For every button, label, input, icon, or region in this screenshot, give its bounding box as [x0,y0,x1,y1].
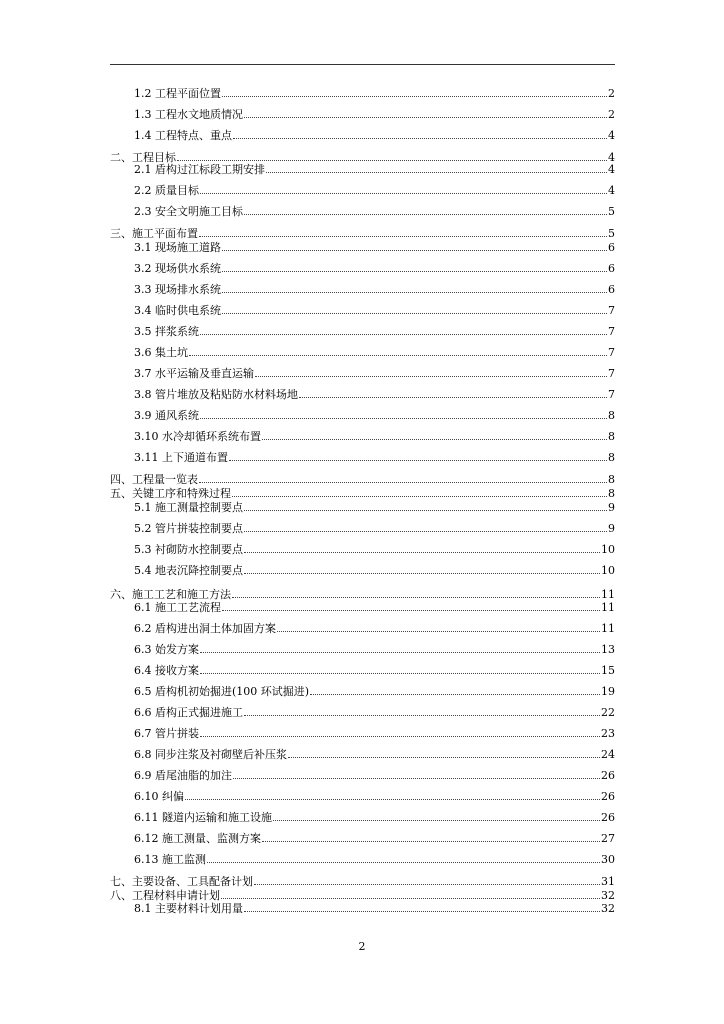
toc-entry-label: 6.10 纠偏 [134,790,184,803]
toc-leader-dots [200,418,607,419]
toc-entry[interactable] [134,663,615,677]
toc-entry-page: 32 [601,889,615,902]
toc-entry-page: 11 [601,588,615,601]
toc-entry[interactable] [110,587,615,601]
toc-entry[interactable] [134,366,615,380]
toc-entry-page: 4 [608,129,615,142]
toc-leader-dots [200,193,607,194]
toc-entry-page: 8 [608,473,615,486]
toc-entry-label: 1.2 工程平面位置 [134,87,221,100]
toc-entry-page: 11 [601,622,615,635]
toc-entry-page: 15 [601,664,615,677]
page-number: 2 [358,940,366,953]
toc-leader-dots [200,652,600,653]
toc-leader-dots [189,355,607,356]
toc-leader-dots [222,610,600,611]
toc-entry[interactable] [134,542,615,556]
toc-entry-label: 1.4 工程特点、重点 [134,129,232,142]
toc-leader-dots [244,715,600,716]
toc-entry-label: 5.2 管片拼装控制要点 [134,522,243,535]
toc-entry-label: 6.9 盾尾油脂的加注 [134,769,232,782]
toc-entry[interactable] [134,128,615,142]
toc-entry[interactable] [134,768,615,782]
toc-entry[interactable] [110,888,615,902]
toc-leader-dots [262,439,607,440]
toc-entry-page: 7 [608,388,615,401]
toc-entry-page: 31 [601,875,615,888]
toc-entry[interactable] [134,162,615,176]
toc-entry[interactable] [134,563,615,577]
toc-entry[interactable] [134,282,615,296]
toc-entry-label: 6.2 盾构进出洞土体加固方案 [134,622,276,635]
toc-entry-page: 4 [608,151,615,164]
toc-entry-label: 七、主要设备、工具配备计划 [110,875,253,888]
toc-entry[interactable] [110,472,615,486]
toc-leader-dots [244,214,607,215]
toc-entry-label: 8.1 主要材料计划用量 [134,902,243,915]
toc-leader-dots [244,510,607,511]
toc-entry-page: 23 [601,727,615,740]
toc-leader-dots [222,313,607,314]
toc-entry-page: 19 [601,685,615,698]
toc-entry-page: 7 [608,304,615,317]
toc-entry[interactable] [134,621,615,635]
toc-leader-dots [177,160,607,161]
toc-leader-dots [200,673,600,674]
toc-entry-page: 26 [601,790,615,803]
toc-entry[interactable] [134,642,615,656]
toc-entry-page: 11 [601,601,615,614]
toc-leader-dots [222,250,607,251]
toc-entry-label: 八、工程材料申请计划 [110,889,220,902]
toc-entry-page: 32 [601,902,615,915]
toc-leader-dots [277,631,600,632]
toc-entry[interactable] [134,852,615,866]
toc-leader-dots [266,172,607,173]
toc-entry-page: 30 [601,853,615,866]
toc-leader-dots [185,799,600,800]
toc-entry-page: 9 [608,522,615,535]
toc-entry[interactable] [134,204,615,218]
toc-leader-dots [199,482,607,483]
toc-entry-page: 26 [601,769,615,782]
toc-leader-dots [222,96,607,97]
toc-entry-label: 四、工程量一览表 [110,473,198,486]
toc-entry[interactable] [134,107,615,121]
toc-entry-label: 5.1 施工测量控制要点 [134,501,243,514]
toc-entry-label: 6.13 施工监测 [134,853,206,866]
toc-entry-page: 6 [608,262,615,275]
toc-entry-label: 3.8 管片堆放及粘贴防水材料场地 [134,388,298,401]
toc-entry-page: 5 [608,227,615,240]
toc-entry[interactable] [134,831,615,845]
toc-entry-page: 26 [601,811,615,824]
toc-entry-page: 13 [601,643,615,656]
toc-entry-page: 22 [601,706,615,719]
toc-entry[interactable] [134,684,615,698]
toc-leader-dots [244,117,607,118]
toc-leader-dots [221,898,600,899]
toc-leader-dots [232,496,607,497]
toc-entry-label: 6.7 管片拼装 [134,727,199,740]
toc-leader-dots [222,271,607,272]
toc-entry-label: 3.7 水平运输及垂直运输 [134,367,254,380]
toc-entry[interactable] [134,500,615,514]
toc-leader-dots [244,911,600,912]
toc-leader-dots [254,884,600,885]
toc-entry-label: 3.2 现场供水系统 [134,262,221,275]
toc-entry[interactable] [134,183,615,197]
toc-entry[interactable] [134,345,615,359]
toc-entry-label: 3.5 拌浆系统 [134,325,199,338]
toc-leader-dots [244,552,600,553]
toc-entry[interactable] [134,86,615,100]
toc-entry-label: 6.4 接收方案 [134,664,199,677]
toc-entry-page: 2 [608,108,615,121]
toc-entry-label: 3.11 上下通道布置 [134,451,228,464]
toc-entry[interactable] [134,726,615,740]
toc-entry-page: 8 [608,430,615,443]
toc-entry[interactable] [110,874,615,888]
toc-entry[interactable] [110,226,615,240]
toc-leader-dots [200,334,607,335]
toc-leader-dots [255,376,607,377]
toc-entry-label: 3.10 水冷却循环系统布置 [134,430,261,443]
toc-entry-label: 二、工程目标 [110,151,176,164]
toc-entry-page: 6 [608,283,615,296]
toc-leader-dots [229,460,607,461]
toc-leader-dots [232,597,600,598]
toc-entry-label: 3.9 通风系统 [134,409,199,422]
toc-entry-page: 10 [601,564,615,577]
toc-entry[interactable] [134,747,615,761]
toc-entry-label: 6.8 同步注浆及衬砌壁后补压浆 [134,748,287,761]
toc-leader-dots [273,820,600,821]
toc-entry-label: 2.3 安全文明施工目标 [134,205,243,218]
toc-entry[interactable] [134,408,615,422]
toc-entry-label: 6.3 始发方案 [134,643,199,656]
toc-entry[interactable] [134,429,615,443]
toc-leader-dots [310,694,600,695]
toc-entry-page: 8 [608,409,615,422]
toc-entry[interactable] [110,486,615,500]
toc-entry-label: 1.3 工程水文地质情况 [134,108,243,121]
toc-entry-label: 6.1 施工工艺流程 [134,601,221,614]
toc-leader-dots [299,397,607,398]
toc-entry-page: 4 [608,184,615,197]
toc-leader-dots [233,138,607,139]
toc-entry-label: 6.11 隧道内运输和施工设施 [134,811,272,824]
toc-entry-label: 3.6 集土坑 [134,346,188,359]
toc-entry-label: 6.6 盾构正式掘进施工 [134,706,243,719]
toc-entry-page: 7 [608,367,615,380]
toc-entry-page: 8 [608,487,615,500]
toc-entry[interactable] [134,521,615,535]
toc-entry-label: 五、关键工序和特殊过程 [110,487,231,500]
toc-leader-dots [222,292,607,293]
toc-leader-dots [207,862,600,863]
toc-leader-dots [244,531,607,532]
toc-entry-label: 5.3 衬砌防水控制要点 [134,543,243,556]
toc-entry[interactable] [134,324,615,338]
toc-entry-label: 六、施工工艺和施工方法 [110,588,231,601]
toc-entry-label: 2.1 盾构过江标段工期安排 [134,163,265,176]
toc-entry-label: 三、施工平面布置 [110,227,198,240]
toc-leader-dots [199,236,607,237]
toc-leader-dots [233,778,600,779]
toc-entry[interactable] [134,261,615,275]
toc-entry-page: 2 [608,87,615,100]
toc-entry-page: 5 [608,205,615,218]
toc-entry-label: 3.3 现场排水系统 [134,283,221,296]
toc-entry[interactable] [134,240,615,254]
toc-entry[interactable] [134,705,615,719]
toc-entry[interactable] [134,901,615,915]
toc-leader-dots [262,841,600,842]
toc-entry[interactable] [134,789,615,803]
toc-entry-label: 6.5 盾构机初始掘进(100 环试掘进) [134,685,310,698]
toc-leader-dots [244,573,600,574]
toc-entry[interactable] [134,387,615,401]
toc-entry[interactable] [134,450,615,464]
toc-entry-page: 9 [608,501,615,514]
toc-entry-page: 4 [608,163,615,176]
toc-entry-page: 10 [601,543,615,556]
toc-entry[interactable] [134,303,615,317]
toc-entry-page: 8 [608,451,615,464]
toc-entry[interactable] [134,810,615,824]
toc-entry-page: 6 [608,241,615,254]
toc-leader-dots [288,757,600,758]
toc-leader-dots [200,736,600,737]
toc-entry-label: 3.4 临时供电系统 [134,304,221,317]
toc-entry[interactable] [134,600,615,614]
toc-entry-label: 2.2 质量目标 [134,184,199,197]
toc-entry-page: 7 [608,346,615,359]
toc-entry-label: 3.1 现场施工道路 [134,241,221,254]
toc-entry-label: 6.12 施工测量、监测方案 [134,832,261,845]
toc-entry-page: 7 [608,325,615,338]
toc-entry-page: 24 [601,748,615,761]
toc-entry-label: 5.4 地表沉降控制要点 [134,564,243,577]
toc-entry-page: 27 [601,832,615,845]
